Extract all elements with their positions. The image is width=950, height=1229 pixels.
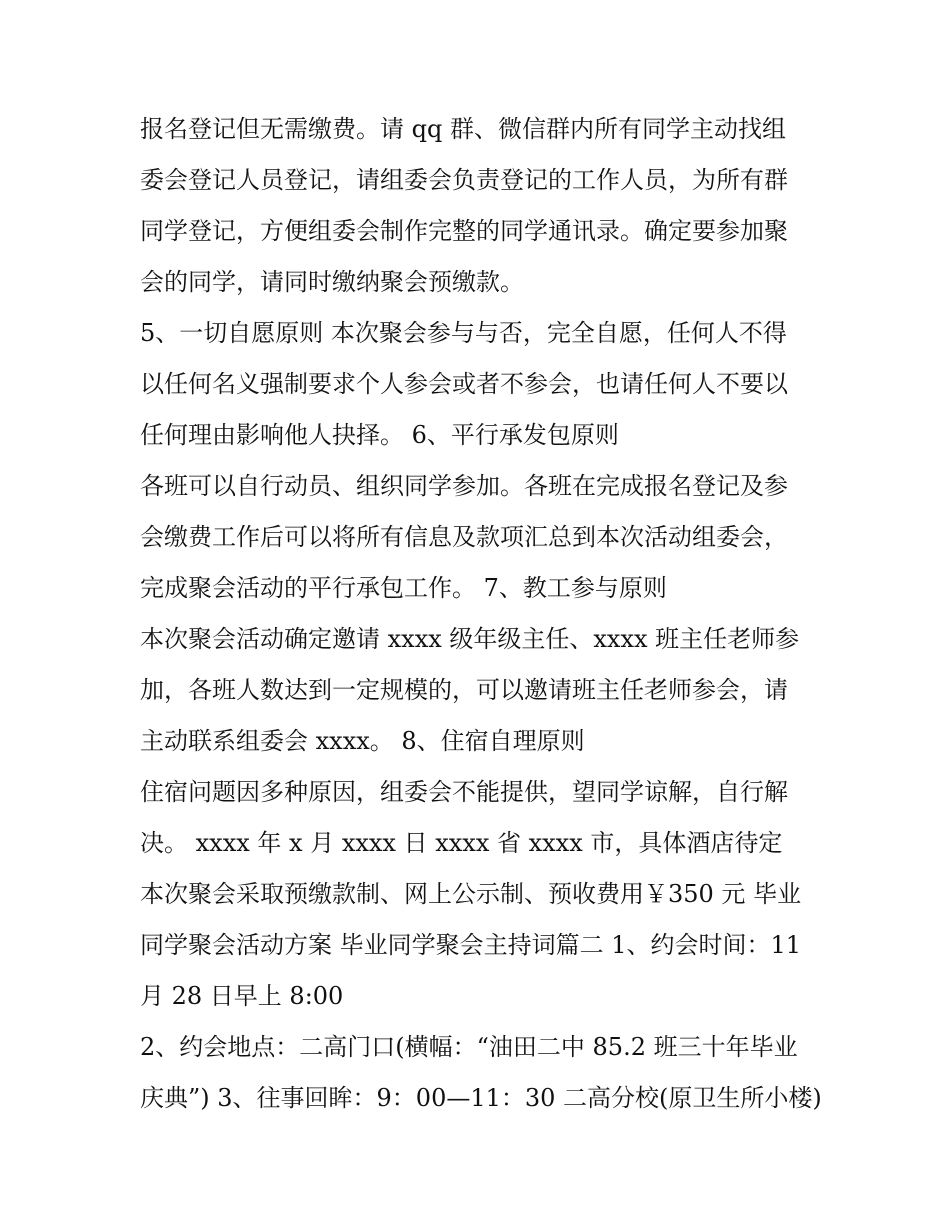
- text-line: 报名登记但无需缴费。请 qq 群、微信群内所有同学主动找组: [140, 115, 786, 143]
- text-line: 住宿问题因多种原因，组委会不能提供，望同学谅解，自行解: [140, 778, 788, 806]
- text-line: 以任何名义强制要求个人参会或者不参会，也请任何人不要以: [140, 370, 788, 398]
- text-line: 5、一切自愿原则 本次聚会参与与否，完全自愿，任何人不得: [140, 319, 787, 347]
- text-line: 委会登记人员登记，请组委会负责登记的工作人员，为所有群: [140, 166, 788, 194]
- text-line: 完成聚会活动的平行承包工作。 7、教工参与原则: [140, 574, 667, 602]
- text-line: 会的同学，请同时缴纳聚会预缴款。: [140, 268, 524, 296]
- text-line: 2、约会地点：二高门口(横幅：“油田二中 85.2 班三十年毕业: [140, 1033, 798, 1061]
- text-line: 月 28 日早上 8:00: [140, 982, 344, 1010]
- text-line: 决。 xxxx 年 x 月 xxxx 日 xxxx 省 xxxx 市，具体酒店待定: [140, 829, 783, 857]
- text-line: 加，各班人数达到一定规模的，可以邀请班主任老师参会，请: [140, 676, 788, 704]
- text-line: 会缴费工作后可以将所有信息及款项汇总到本次活动组委会，: [140, 523, 788, 551]
- text-line: 同学聚会活动方案 毕业同学聚会主持词篇二 1、约会时间：11: [140, 931, 802, 959]
- text-line: 本次聚会活动确定邀请 xxxx 级年级主任、xxxx 班主任老师参: [140, 625, 800, 653]
- text-line: 本次聚会采取预缴款制、网上公示制、预收费用￥350 元 毕业: [140, 880, 802, 908]
- text-line: 庆典”) 3、往事回眸：9：00—11：30 二高分校(原卫生所小楼): [140, 1084, 822, 1112]
- text-line: 主动联系组委会 xxxx。 8、住宿自理原则: [140, 727, 585, 755]
- text-line: 各班可以自行动员、组织同学参加。各班在完成报名登记及参: [140, 472, 788, 500]
- text-line: 任何理由影响他人抉择。 6、平行承发包原则: [140, 421, 619, 449]
- text-line: 同学登记，方便组委会制作完整的同学通讯录。确定要参加聚: [140, 217, 788, 245]
- body-text: [140, 104, 830, 1124]
